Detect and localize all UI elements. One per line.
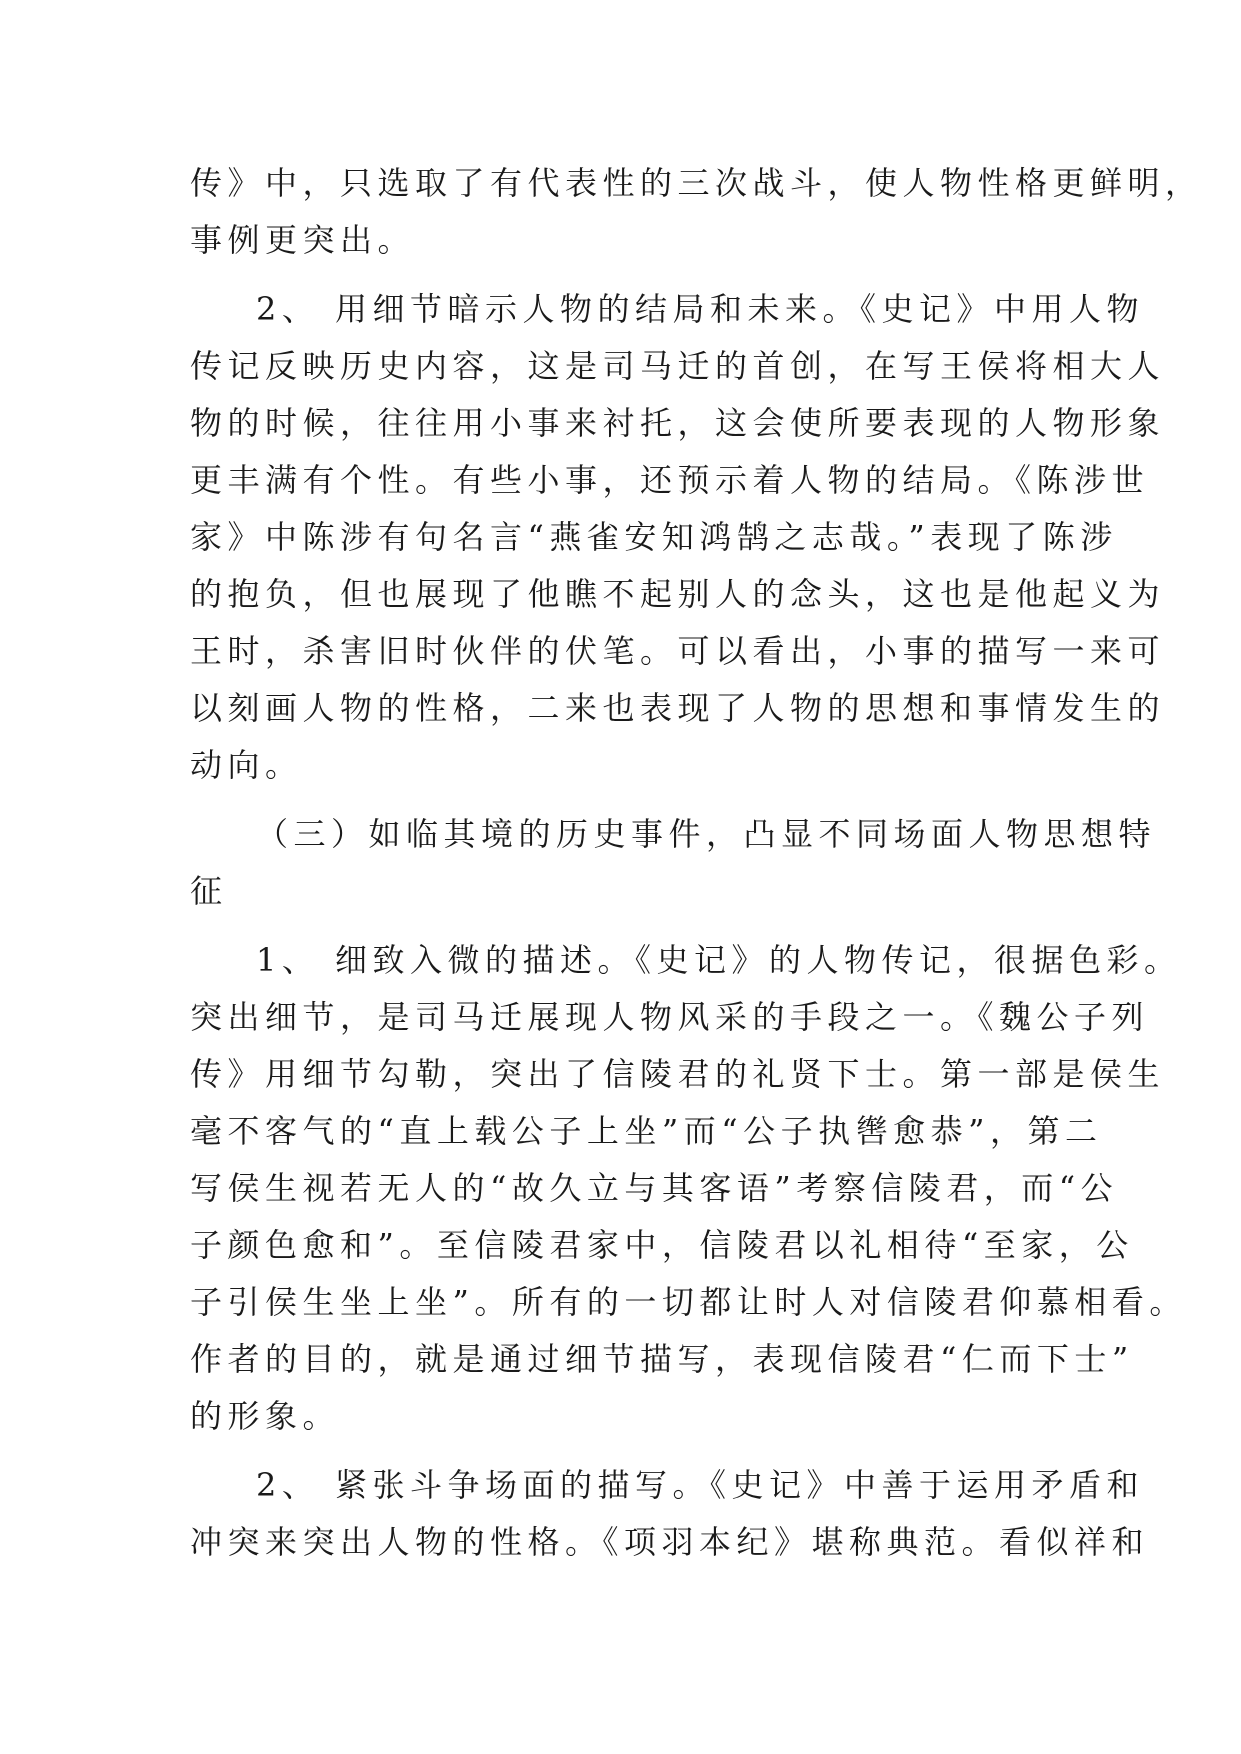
text-line: 动向。 (190, 746, 303, 784)
paragraph-gap (190, 269, 1060, 281)
text-line: 物的时候，往往用小事来衬托，这会使所要表现的人物形象 (190, 404, 1166, 442)
paragraph-1-detailed-description (190, 932, 1187, 1445)
text-line: 冲突来突出人物的性格。《项羽本纪》堪称典范。看似祥和 (190, 1523, 1150, 1561)
section-heading-3 (190, 806, 1157, 920)
text-line: 2、 用细节暗示人物的结局和未来。《史记》中用人物 (256, 290, 1145, 328)
text-line: 以刻画人物的性格，二来也表现了人物的思想和事情发生的 (190, 689, 1166, 727)
text-line: 写侯生视若无人的“故久立与其客语”考察信陵君，而“公 (190, 1169, 1119, 1207)
text-line: 的形象。 (190, 1397, 341, 1435)
text-line: 家》中陈涉有句名言“燕雀安知鸿鹄之志哉。”表现了陈涉 (190, 518, 1118, 556)
text-line: 传》中，只选取了有代表性的三次战斗，使人物性格更鲜明， (190, 164, 1203, 202)
document-page (190, 155, 1203, 1571)
text-line: 毫不客气的“直上载公子上坐”而“公子执辔愈恭”，第二 (190, 1112, 1103, 1150)
paragraph-gap (190, 794, 1060, 806)
text-line: 更丰满有个性。有些小事，还预示着人物的结局。《陈涉世 (190, 461, 1150, 499)
text-line: 事例更突出。 (190, 221, 416, 259)
text-line: 2、 紧张斗争场面的描写。《史记》中善于运用矛盾和 (256, 1466, 1145, 1504)
paragraph-gap (190, 1445, 1060, 1457)
text-line: 的抱负，但也展现了他瞧不起别人的念头，这也是他起义为 (190, 575, 1166, 613)
heading-line: 征 (190, 872, 228, 910)
paragraph-continuation (190, 155, 1203, 269)
heading-line: （三）如临其境的历史事件，凸显不同场面人物思想特 (256, 815, 1157, 853)
paragraph-2-conflict-scenes (190, 1457, 1150, 1571)
text-line: 传》用细节勾勒，突出了信陵君的礼贤下士。第一部是侯生 (190, 1055, 1166, 1093)
paragraph-2-details-foreshadow (190, 281, 1166, 794)
text-line: 王时，杀害旧时伙伴的伏笔。可以看出，小事的描写一来可 (190, 632, 1166, 670)
text-line: 子颜色愈和”。至信陵君家中，信陵君以礼相待“至家，公 (190, 1226, 1134, 1264)
text-line: 传记反映历史内容，这是司马迁的首创，在写王侯将相大人 (190, 347, 1166, 385)
text-line: 1、 细致入微的描述。《史记》的人物传记，很据色彩。 (256, 941, 1182, 979)
text-line: 子引侯生坐上坐”。所有的一切都让时人对信陵君仰慕相看。 (190, 1283, 1187, 1321)
text-line: 作者的目的，就是通过细节描写，表现信陵君“仁而下士” (190, 1340, 1134, 1378)
text-line: 突出细节，是司马迁展现人物风采的手段之一。《魏公子列 (190, 998, 1150, 1036)
paragraph-gap (190, 920, 1060, 932)
